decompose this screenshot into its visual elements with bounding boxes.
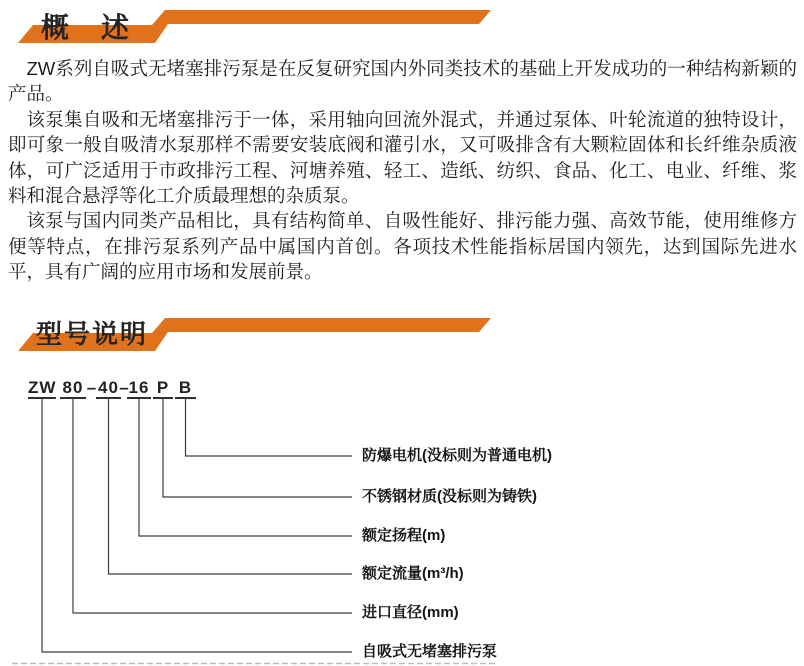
model-code-dash: – — [119, 378, 129, 397]
model-code-part-motor: B — [175, 378, 196, 399]
model-code-diagram — [0, 370, 804, 666]
model-code-dash: – — [86, 378, 97, 397]
overview-section-banner — [0, 8, 500, 56]
overview-paragraph-3: 该泵与国内同类产品相比，具有结构简单、自吸性能好、排污能力强、高效节能，使用维修方便等特点，在排污泵系列产品中属国内首创。各项技术性能指标居国内领先，达到国际先进水平，具有广阔的应用市场和发展前景。 — [8, 210, 797, 283]
overview-section-title: 概 述 — [41, 12, 132, 43]
model-label-flow: 额定流量(m³/h) — [362, 565, 464, 582]
model-section-banner — [0, 316, 500, 364]
model-section-title: 型号说明 — [36, 319, 149, 349]
model-label-motor: 防爆电机(没标则为普通电机) — [362, 447, 552, 464]
overview-paragraph-2: 该泵集自吸和无堵塞排污于一体，采用轴向回流外混式，并通过泵体、叶轮流道的独特设计，即可象一般自吸清水泵那样不需要安装底阀和灌引水，又可吸排含有大颗粒固体和长纤维杂质液体，可广泛适用于市政排污工程、河塘养殖、轻工、造纸、纺织、食品、化工、电业、纤维、浆料和混合悬浮等化工介质最理想的杂质泵。 — [8, 108, 797, 207]
model-label-pump-type: 自吸式无堵塞排污泵 — [362, 643, 498, 660]
model-code-part-rated-flow: 40 — [96, 378, 121, 399]
model-code-part-series: ZW — [28, 378, 57, 397]
overview-body — [8, 56, 797, 285]
model-label-material: 不锈钢材质(没标则为铸铁) — [362, 488, 537, 505]
overview-paragraph-1: ZW系列自吸式无堵塞排污泵是在反复研究国内外同类技术的基础上开发成功的一种结构新颖的产品。 — [8, 58, 797, 105]
model-code-part-material: P — [153, 378, 173, 399]
model-code-part-inlet-diameter: 80 — [60, 378, 86, 399]
model-code-part-rated-head: 16 — [128, 378, 150, 397]
model-label-head: 额定扬程(m) — [362, 527, 446, 544]
model-label-inlet: 进口直径(mm) — [362, 604, 459, 621]
